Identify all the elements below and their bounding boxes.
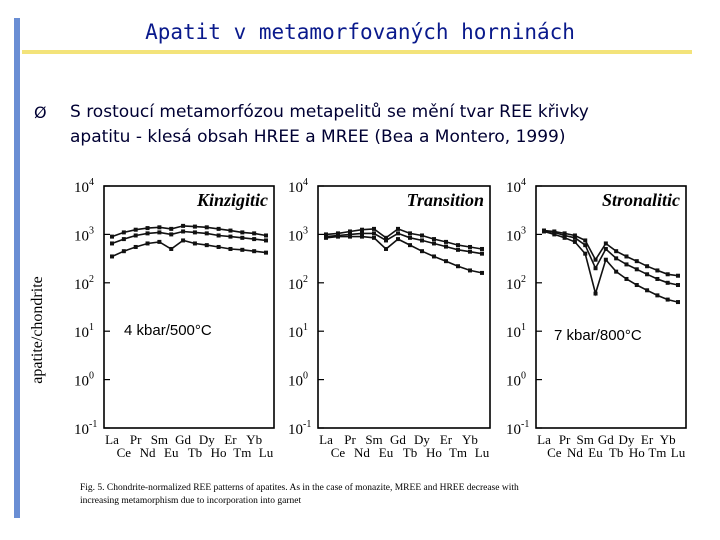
panel-1-series-1-point [264, 233, 268, 237]
panel-1-y-tick-label: $10^2$ [74, 273, 94, 293]
panel-1-series-2-point [134, 233, 138, 237]
bullet-line-1: S rostoucí metamorfózou metapelitů se mění tvar REE křivky [70, 102, 589, 122]
panel-3-series-3-point [583, 252, 587, 256]
panel-3-x-label-top: La [537, 432, 551, 447]
panel-2-series-3-point [420, 249, 424, 253]
panel-1-series-2-point [193, 230, 197, 234]
panel-2-x-label-top: Gd [390, 432, 406, 447]
panel-1-series-1-point [169, 227, 173, 231]
panel-3-series-3-point [604, 258, 608, 262]
panel-1-series-2-point [181, 229, 185, 233]
panel-1-series-3-point [181, 238, 185, 242]
bullet-line-2: apatitu - klesá obsah HREE a MREE (Bea a Montero, 1999) [70, 127, 566, 147]
panel-1-series-1-point [193, 225, 197, 229]
panel-3-series-2-point [594, 266, 598, 270]
panel-3-series-2-point [604, 247, 608, 251]
panel-3-y-tick-label: $10^{-1}$ [506, 419, 530, 438]
panel-3-x-label-bottom: Tm [648, 445, 667, 460]
panel-1-title: Kinzigitic [196, 190, 268, 210]
panel-2-x-label-bottom: Tm [448, 445, 468, 460]
panel-3-x-label-bottom: Ho [628, 445, 645, 460]
panel-1-y-tick-label: $10^4$ [74, 177, 94, 196]
panel-1-series-1-point [205, 225, 209, 229]
panel-3-series-2-point [583, 243, 587, 247]
panel-1-series-3-point [205, 243, 209, 247]
panel-2-series-1-point [432, 237, 436, 241]
panel-1-y-tick-label: $10^{-1}$ [74, 419, 98, 438]
panel-2-series-1-point [480, 247, 484, 251]
panel-1-series-2-point [110, 241, 114, 245]
panel-3-series-1-point [666, 272, 670, 276]
panel-1-x-label-top: Yb [246, 432, 263, 447]
panel-1-x-label-bottom: Ce [116, 445, 132, 460]
panel-3-series-3-point [573, 240, 577, 244]
panel-2-x-label-bottom: Ho [426, 445, 442, 460]
panel-1-y-tick-label: $10^0$ [74, 370, 94, 390]
panel-2-series-3-point [444, 259, 448, 263]
panel-2-x-label-top: Sm [365, 432, 383, 447]
panel-2-series-3-point [408, 243, 412, 247]
bullet-point [34, 100, 684, 150]
panel-3-series-3-point [542, 229, 546, 233]
panel-2-x-label-top: La [319, 432, 333, 447]
panel-1-series-3-point [217, 245, 221, 249]
panel-1-series-1-point [240, 230, 244, 234]
panel-2-x-label-top: Yb [462, 432, 478, 447]
panel-1-series-1-point [134, 228, 138, 232]
panel-2-series-2-point [408, 236, 412, 240]
panel-2-series-2-point [396, 231, 400, 235]
panel-2-series-3-point [432, 254, 436, 258]
panel-2-series-3-point [480, 271, 484, 275]
panel-2-y-tick-label: $10^2$ [288, 273, 308, 293]
panel-2-series-1-point [396, 227, 400, 231]
panel-2-series-2-point [432, 241, 436, 245]
panel-2-series-3-point [360, 235, 364, 239]
panel-1-series-2-point [252, 237, 256, 241]
panel-3-series-1-point [676, 274, 680, 278]
panel-1-series-3-point [122, 249, 126, 253]
panel-2-series-2-point [420, 238, 424, 242]
panel-1-series-2-point [240, 236, 244, 240]
ree-figure [24, 172, 700, 508]
panel-1-x-label-top: Er [224, 432, 237, 447]
panel-2-series-3-point [336, 235, 340, 239]
panel-3-y-tick-label: $10^3$ [506, 225, 526, 245]
panel-2-series-3-point [324, 236, 328, 240]
panel-1-series-1-point [181, 224, 185, 228]
panel-2-x-label-bottom: Nd [354, 445, 370, 460]
panel-1-series-3-point [252, 249, 256, 253]
panel-2-series-1-point [444, 240, 448, 244]
panel-1-series-1-point [146, 226, 150, 230]
panel-1-series-3-point [169, 247, 173, 251]
panel-1-y-tick-label: $10^1$ [74, 322, 94, 342]
panel-2-series-3-point [348, 235, 352, 239]
panel-1-x-label-top: Pr [129, 432, 142, 447]
title-underline [22, 50, 692, 54]
panel-1-series-1-point [157, 225, 161, 229]
panel-1-x-label-bottom: Eu [164, 445, 179, 460]
panel-3-series-3-point [645, 288, 649, 292]
panel-2-title: Transition [406, 190, 484, 210]
slide-title: Apatit v metamorfovaných horninách [145, 20, 575, 44]
panel-3-series-1-point [645, 264, 649, 268]
panel-1-series-2-point [157, 230, 161, 234]
panel-2-series-1-point [408, 231, 412, 235]
panel-1-series-1-point [228, 229, 232, 233]
panel-3-y-tick-label: $10^2$ [506, 273, 526, 293]
panel-2-x-label-bottom: Ce [330, 445, 346, 460]
panel-1-x-label-bottom: Tm [233, 445, 252, 460]
panel-2-y-tick-label: $10^{-1}$ [288, 419, 312, 438]
panel-2-y-tick-label: $10^3$ [288, 225, 308, 245]
panel-2-series-2-point [384, 238, 388, 242]
panel-3-x-label-top: Yb [659, 432, 676, 447]
panel-1-series-2-point [217, 233, 221, 237]
panel-2-x-label-bottom: Eu [378, 445, 394, 460]
panel-2-series-3-point [456, 264, 460, 268]
panel-1-series-2-point [122, 237, 126, 241]
annotation-4kbar: 4 kbar/500°C [124, 322, 212, 339]
panel-2-series-2-point [372, 231, 376, 235]
panel-3-x-label-bottom: Eu [588, 445, 603, 460]
panel-3-series-1-point [604, 241, 608, 245]
panel-3-x-label-top: Gd [597, 432, 614, 447]
panel-2-series-2-point [444, 245, 448, 249]
ree-figure-svg [24, 172, 700, 508]
panel-3-x-label-top: Er [640, 432, 654, 447]
panel-1-series-3-point [264, 251, 268, 255]
panel-1-x-label-bottom: Nd [139, 445, 156, 460]
panel-3-y-tick-label: $10^4$ [506, 177, 526, 196]
panel-2-frame [318, 186, 490, 428]
panel-1-frame [104, 186, 274, 428]
panel-1-series-1-point [122, 230, 126, 234]
panel-2-series-1-point [420, 233, 424, 237]
panel-1-y-tick-label: $10^3$ [74, 225, 94, 245]
panel-3-series-3-point [655, 293, 659, 297]
panel-3-series-2-point [614, 256, 618, 260]
panel-3-x-label-top: Dy [618, 432, 635, 447]
panel-3-series-3-point [552, 232, 556, 236]
panel-1-x-label-bottom: Tb [187, 445, 203, 460]
panel-3-series-3-point [666, 298, 670, 302]
panel-3-frame [536, 186, 686, 428]
panel-1-series-2-point [228, 235, 232, 239]
panel-1-series-3-point [157, 240, 161, 244]
figure-caption-line-1: Fig. 5. Chondrite-normalized REE patterns of apatites. As in the case of monazite, MREE and HREE decrease with [80, 483, 519, 493]
panel-3-x-label-bottom: Lu [670, 445, 686, 460]
panel-3-series-1-point [594, 258, 598, 262]
panel-3-x-label-top: Sm [576, 432, 594, 447]
panel-3-series-3-point [624, 277, 628, 281]
panel-3-series-3-point [563, 236, 567, 240]
panel-3-series-1-point [635, 259, 639, 263]
panel-2-series-3-point [372, 236, 376, 240]
panel-2-series-1-point [360, 228, 364, 232]
panel-1-x-label-top: Dy [198, 432, 215, 447]
panel-1-x-label-top: La [105, 432, 119, 447]
panel-1-series-3-point [193, 241, 197, 245]
panel-1-series-1-point [217, 227, 221, 231]
panel-1-series-3-point [146, 241, 150, 245]
panel-2-series-2-point [468, 250, 472, 254]
figure-caption-line-2: increasing metamorphism due to incorporation into garnet [80, 496, 302, 506]
panel-2-x-label-top: Pr [344, 432, 356, 447]
panel-3-y-tick-label: $10^1$ [506, 322, 526, 342]
panel-1-series-3-point [228, 247, 232, 251]
panel-3-series-1-point [655, 268, 659, 272]
panel-3-x-label-bottom: Ce [547, 445, 562, 460]
panel-1-series-2-point [169, 232, 173, 236]
panel-2-series-3-point [396, 237, 400, 241]
panel-3-x-label-bottom: Nd [566, 445, 583, 460]
panel-2-series-2-point [480, 252, 484, 256]
panel-1-x-label-bottom: Ho [210, 445, 227, 460]
panel-1-series-1-point [252, 231, 256, 235]
panel-2-y-tick-label: $10^0$ [288, 370, 308, 390]
panel-3-y-tick-label: $10^0$ [506, 370, 526, 390]
panel-3-x-label-bottom: Tb [608, 445, 624, 460]
panel-3-series-2-point [573, 236, 577, 240]
panel-2-y-tick-label: $10^1$ [288, 322, 308, 342]
panel-2-series-1-point [468, 245, 472, 249]
panel-1-series-2-point [205, 231, 209, 235]
panel-3-series-2-point [666, 281, 670, 285]
panel-2-x-label-top: Er [439, 432, 453, 447]
panel-3-series-3-point [676, 300, 680, 304]
panel-1-series-2-point [264, 238, 268, 242]
panel-3-series-2-point [635, 267, 639, 271]
panel-3-series-3-point [614, 270, 618, 274]
panel-2-series-2-point [456, 248, 460, 252]
panel-2-series-3-point [468, 268, 472, 272]
y-axis-label: apatite/chondrite [29, 276, 46, 384]
panel-3-series-2-point [655, 277, 659, 281]
panel-2-series-1-point [456, 243, 460, 247]
left-accent-bar [14, 18, 20, 518]
panel-2-x-label-top: Dy [414, 432, 430, 447]
panel-2-series-1-point [372, 227, 376, 231]
panel-3-x-label-top: Pr [558, 432, 571, 447]
panel-3-title: Stronalitic [601, 190, 680, 210]
panel-3-series-2-point [624, 262, 628, 266]
panel-1-x-label-top: Sm [150, 432, 169, 447]
panel-1-x-label-bottom: Lu [258, 445, 274, 460]
panel-1-x-label-top: Gd [175, 432, 192, 447]
panel-1-series-2-point [146, 231, 150, 235]
panel-1-series-3-point [134, 245, 138, 249]
panel-3-series-1-point [583, 238, 587, 242]
panel-2-x-label-bottom: Lu [474, 445, 490, 460]
panel-2-y-tick-label: $10^4$ [288, 177, 308, 196]
panel-3-series-3-line [544, 232, 678, 303]
panel-2-series-3-point [384, 247, 388, 251]
panel-1-series-3-point [110, 254, 114, 258]
panel-1-series-1-point [110, 235, 114, 239]
panel-3-series-3-point [594, 292, 598, 296]
panel-3-series-2-point [645, 272, 649, 276]
panel-3-series-3-point [635, 283, 639, 287]
annotation-7kbar: 7 kbar/800°C [554, 327, 642, 344]
panel-3-series-1-point [614, 249, 618, 253]
arrow-bullet-icon: Ø [34, 103, 47, 122]
panel-1-series-3-point [240, 248, 244, 252]
panel-3-series-2-point [676, 283, 680, 287]
panel-3-series-1-point [624, 254, 628, 258]
panel-2-x-label-bottom: Tb [402, 445, 418, 460]
